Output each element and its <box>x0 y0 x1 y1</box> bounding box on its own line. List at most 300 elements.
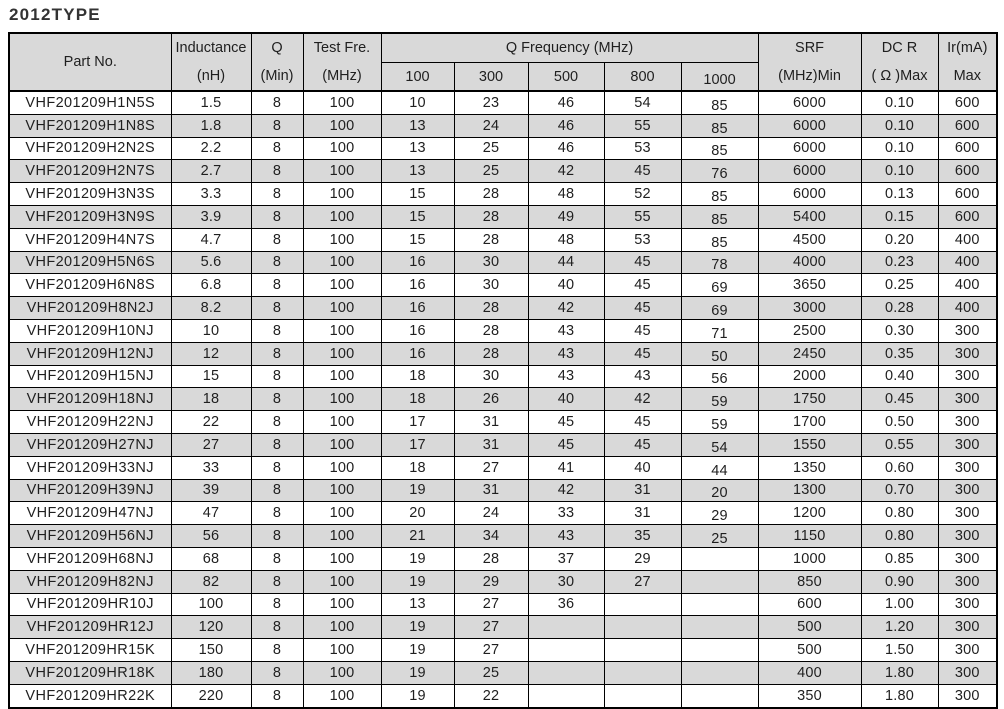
value-cell: 0.80 <box>861 525 938 548</box>
value-cell: 8.2 <box>171 297 251 320</box>
value-cell: 500 <box>758 639 861 662</box>
value-cell: 0.70 <box>861 479 938 502</box>
value-cell: 48 <box>528 183 604 206</box>
value-cell: 0.50 <box>861 411 938 434</box>
value-cell: 40 <box>604 456 681 479</box>
value-cell: 54 <box>604 91 681 114</box>
value-cell: 30 <box>528 570 604 593</box>
value-cell: 56 <box>681 365 758 388</box>
value-cell: 53 <box>604 137 681 160</box>
table-row <box>9 684 997 707</box>
value-cell: 15 <box>381 205 454 228</box>
value-cell: 28 <box>454 297 528 320</box>
value-cell: 4000 <box>758 251 861 274</box>
value-cell: 30 <box>454 274 528 297</box>
value-cell: 8 <box>251 433 303 456</box>
value-cell <box>528 639 604 662</box>
part-no-cell: VHF201209H27NJ <box>9 433 171 456</box>
value-cell: 55 <box>604 205 681 228</box>
value-cell: 300 <box>938 547 997 570</box>
value-cell: 8 <box>251 160 303 183</box>
spec-table <box>8 32 998 709</box>
value-cell: 13 <box>381 160 454 183</box>
col-header-inductance: Inductance (nH) <box>171 33 251 91</box>
value-cell: 100 <box>303 639 381 662</box>
value-cell: 24 <box>454 114 528 137</box>
value-cell: 31 <box>454 411 528 434</box>
value-cell: 0.25 <box>861 274 938 297</box>
value-cell: 1.80 <box>861 661 938 684</box>
value-cell: 100 <box>303 342 381 365</box>
value-cell: 6000 <box>758 183 861 206</box>
col-header-q-min: Q (Min) <box>251 33 303 91</box>
value-cell <box>604 661 681 684</box>
value-cell: 29 <box>681 502 758 525</box>
value-cell: 100 <box>303 433 381 456</box>
table-row <box>9 456 997 479</box>
table-row <box>9 319 997 342</box>
table-row <box>9 661 997 684</box>
table-row <box>9 433 997 456</box>
value-cell: 13 <box>381 593 454 616</box>
value-cell: 300 <box>938 433 997 456</box>
value-cell: 17 <box>381 433 454 456</box>
value-cell: 0.10 <box>861 114 938 137</box>
value-cell: 25 <box>454 160 528 183</box>
value-cell: 8 <box>251 274 303 297</box>
value-cell: 8 <box>251 228 303 251</box>
value-cell: 40 <box>528 274 604 297</box>
value-cell: 31 <box>454 479 528 502</box>
value-cell: 0.60 <box>861 456 938 479</box>
col-header-freq-100: 100 <box>381 63 454 92</box>
value-cell <box>604 593 681 616</box>
value-cell: 18 <box>381 456 454 479</box>
table-row <box>9 297 997 320</box>
value-cell: 400 <box>938 251 997 274</box>
value-cell: 18 <box>381 388 454 411</box>
value-cell: 180 <box>171 661 251 684</box>
col-header-freq-300: 300 <box>454 63 528 92</box>
table-row <box>9 502 997 525</box>
col-header-test-frequency: Test Fre. (MHz) <box>303 33 381 91</box>
value-cell: 4.7 <box>171 228 251 251</box>
value-cell: 100 <box>303 183 381 206</box>
col-header-q-frequency-group: Q Frequency (MHz) <box>381 33 758 63</box>
value-cell: 1200 <box>758 502 861 525</box>
value-cell: 400 <box>938 228 997 251</box>
value-cell: 8 <box>251 183 303 206</box>
value-cell: 50 <box>681 342 758 365</box>
value-cell: 300 <box>938 411 997 434</box>
value-cell <box>681 570 758 593</box>
value-cell: 19 <box>381 479 454 502</box>
value-cell: 100 <box>303 661 381 684</box>
part-no-cell: VHF201209H3N9S <box>9 205 171 228</box>
table-row <box>9 160 997 183</box>
value-cell: 100 <box>303 297 381 320</box>
value-cell: 85 <box>681 137 758 160</box>
value-cell: 3.3 <box>171 183 251 206</box>
value-cell: 600 <box>938 114 997 137</box>
table-row <box>9 114 997 137</box>
value-cell <box>528 684 604 707</box>
value-cell: 120 <box>171 616 251 639</box>
value-cell: 19 <box>381 639 454 662</box>
value-cell: 44 <box>528 251 604 274</box>
value-cell: 46 <box>528 114 604 137</box>
table-row <box>9 228 997 251</box>
value-cell: 68 <box>171 547 251 570</box>
value-cell: 300 <box>938 616 997 639</box>
value-cell: 23 <box>454 91 528 114</box>
value-cell: 100 <box>303 570 381 593</box>
value-cell: 400 <box>938 274 997 297</box>
spec-table-body <box>9 91 997 708</box>
value-cell: 300 <box>938 661 997 684</box>
value-cell: 300 <box>938 502 997 525</box>
value-cell: 8 <box>251 593 303 616</box>
value-cell: 0.80 <box>861 502 938 525</box>
value-cell <box>604 639 681 662</box>
table-row <box>9 365 997 388</box>
value-cell: 43 <box>528 342 604 365</box>
value-cell: 35 <box>604 525 681 548</box>
value-cell: 56 <box>171 525 251 548</box>
value-cell: 28 <box>454 228 528 251</box>
value-cell: 1700 <box>758 411 861 434</box>
value-cell: 44 <box>681 456 758 479</box>
value-cell: 13 <box>381 137 454 160</box>
value-cell <box>681 684 758 707</box>
value-cell: 100 <box>303 91 381 114</box>
value-cell: 27 <box>604 570 681 593</box>
value-cell: 5.6 <box>171 251 251 274</box>
value-cell: 53 <box>604 228 681 251</box>
value-cell: 27 <box>454 639 528 662</box>
value-cell: 19 <box>381 684 454 707</box>
value-cell: 300 <box>938 639 997 662</box>
value-cell: 85 <box>681 91 758 114</box>
value-cell: 76 <box>681 160 758 183</box>
value-cell: 2500 <box>758 319 861 342</box>
value-cell: 500 <box>758 616 861 639</box>
part-no-cell: VHF201209H10NJ <box>9 319 171 342</box>
value-cell: 45 <box>604 160 681 183</box>
value-cell: 25 <box>454 661 528 684</box>
value-cell: 46 <box>528 91 604 114</box>
part-no-cell: VHF201209H47NJ <box>9 502 171 525</box>
value-cell: 43 <box>528 365 604 388</box>
value-cell: 19 <box>381 661 454 684</box>
value-cell: 100 <box>303 160 381 183</box>
value-cell: 100 <box>303 274 381 297</box>
value-cell: 100 <box>303 479 381 502</box>
part-no-cell: VHF201209H33NJ <box>9 456 171 479</box>
value-cell: 100 <box>303 205 381 228</box>
value-cell: 100 <box>303 411 381 434</box>
table-row <box>9 547 997 570</box>
table-row <box>9 274 997 297</box>
value-cell: 0.13 <box>861 183 938 206</box>
value-cell: 400 <box>758 661 861 684</box>
table-row <box>9 183 997 206</box>
value-cell: 46 <box>528 137 604 160</box>
table-row <box>9 91 997 114</box>
value-cell: 42 <box>528 297 604 320</box>
value-cell: 1000 <box>758 547 861 570</box>
value-cell: 45 <box>604 319 681 342</box>
value-cell <box>604 616 681 639</box>
part-no-cell: VHF201209H8N2J <box>9 297 171 320</box>
value-cell: 3650 <box>758 274 861 297</box>
part-no-cell: VHF201209H2N7S <box>9 160 171 183</box>
value-cell: 42 <box>528 160 604 183</box>
table-row <box>9 616 997 639</box>
value-cell: 8 <box>251 525 303 548</box>
value-cell: 1.80 <box>861 684 938 707</box>
value-cell: 150 <box>171 639 251 662</box>
value-cell: 8 <box>251 205 303 228</box>
value-cell: 220 <box>171 684 251 707</box>
value-cell: 0.10 <box>861 160 938 183</box>
value-cell: 48 <box>528 228 604 251</box>
value-cell: 27 <box>454 593 528 616</box>
value-cell: 600 <box>938 205 997 228</box>
value-cell: 300 <box>938 684 997 707</box>
value-cell: 100 <box>303 684 381 707</box>
value-cell: 600 <box>758 593 861 616</box>
value-cell: 31 <box>604 479 681 502</box>
part-no-cell: VHF201209H3N3S <box>9 183 171 206</box>
value-cell: 100 <box>303 547 381 570</box>
value-cell: 0.23 <box>861 251 938 274</box>
table-row <box>9 479 997 502</box>
value-cell: 15 <box>381 228 454 251</box>
value-cell <box>681 616 758 639</box>
value-cell: 6.8 <box>171 274 251 297</box>
table-row <box>9 251 997 274</box>
value-cell: 16 <box>381 297 454 320</box>
value-cell: 0.40 <box>861 365 938 388</box>
value-cell <box>528 661 604 684</box>
value-cell: 1150 <box>758 525 861 548</box>
value-cell: 69 <box>681 274 758 297</box>
value-cell: 0.90 <box>861 570 938 593</box>
value-cell: 8 <box>251 91 303 114</box>
value-cell: 8 <box>251 342 303 365</box>
value-cell: 43 <box>528 525 604 548</box>
value-cell: 69 <box>681 297 758 320</box>
value-cell: 300 <box>938 342 997 365</box>
part-no-cell: VHF201209H39NJ <box>9 479 171 502</box>
value-cell: 27 <box>171 433 251 456</box>
value-cell: 300 <box>938 388 997 411</box>
value-cell: 59 <box>681 388 758 411</box>
value-cell: 1.8 <box>171 114 251 137</box>
value-cell: 43 <box>604 365 681 388</box>
value-cell: 12 <box>171 342 251 365</box>
value-cell: 36 <box>528 593 604 616</box>
value-cell: 45 <box>604 274 681 297</box>
value-cell: 16 <box>381 274 454 297</box>
value-cell: 28 <box>454 183 528 206</box>
value-cell: 18 <box>171 388 251 411</box>
value-cell: 49 <box>528 205 604 228</box>
value-cell: 100 <box>171 593 251 616</box>
value-cell: 8 <box>251 502 303 525</box>
value-cell: 19 <box>381 616 454 639</box>
value-cell: 1350 <box>758 456 861 479</box>
table-row <box>9 342 997 365</box>
value-cell: 37 <box>528 547 604 570</box>
value-cell: 8 <box>251 297 303 320</box>
part-no-label: Part No. <box>63 54 117 70</box>
value-cell: 30 <box>454 365 528 388</box>
value-cell: 15 <box>171 365 251 388</box>
table-header <box>9 33 997 91</box>
value-cell: 22 <box>454 684 528 707</box>
value-cell: 300 <box>938 319 997 342</box>
value-cell: 0.15 <box>861 205 938 228</box>
table-row <box>9 639 997 662</box>
value-cell: 600 <box>938 137 997 160</box>
value-cell: 0.30 <box>861 319 938 342</box>
value-cell: 8 <box>251 570 303 593</box>
part-no-cell: VHF201209H12NJ <box>9 342 171 365</box>
part-no-cell: VHF201209H68NJ <box>9 547 171 570</box>
value-cell: 1.20 <box>861 616 938 639</box>
value-cell: 15 <box>381 183 454 206</box>
value-cell: 8 <box>251 684 303 707</box>
value-cell: 10 <box>171 319 251 342</box>
table-row <box>9 593 997 616</box>
part-no-cell: VHF201209H5N6S <box>9 251 171 274</box>
value-cell: 45 <box>604 342 681 365</box>
value-cell: 0.28 <box>861 297 938 320</box>
value-cell: 100 <box>303 593 381 616</box>
value-cell: 41 <box>528 456 604 479</box>
value-cell: 33 <box>171 456 251 479</box>
value-cell: 85 <box>681 183 758 206</box>
value-cell: 1.5 <box>171 91 251 114</box>
value-cell: 43 <box>528 319 604 342</box>
value-cell: 6000 <box>758 114 861 137</box>
value-cell: 8 <box>251 251 303 274</box>
col-header-dcr: DC R ( Ω )Max <box>861 33 938 91</box>
value-cell: 1550 <box>758 433 861 456</box>
part-no-cell: VHF201209H4N7S <box>9 228 171 251</box>
value-cell: 0.85 <box>861 547 938 570</box>
value-cell: 10 <box>381 91 454 114</box>
value-cell: 42 <box>604 388 681 411</box>
value-cell: 29 <box>454 570 528 593</box>
value-cell: 39 <box>171 479 251 502</box>
value-cell: 8 <box>251 547 303 570</box>
value-cell: 100 <box>303 616 381 639</box>
value-cell: 33 <box>528 502 604 525</box>
value-cell: 350 <box>758 684 861 707</box>
value-cell: 4500 <box>758 228 861 251</box>
value-cell: 3.9 <box>171 205 251 228</box>
value-cell <box>681 639 758 662</box>
header-row-top <box>9 33 997 63</box>
value-cell: 8 <box>251 114 303 137</box>
value-cell: 0.35 <box>861 342 938 365</box>
value-cell: 31 <box>604 502 681 525</box>
value-cell: 3000 <box>758 297 861 320</box>
part-no-cell: VHF201209H1N8S <box>9 114 171 137</box>
value-cell: 45 <box>604 251 681 274</box>
value-cell: 1.00 <box>861 593 938 616</box>
part-no-cell: VHF201209HR22K <box>9 684 171 707</box>
part-no-cell: VHF201209HR18K <box>9 661 171 684</box>
value-cell: 300 <box>938 456 997 479</box>
part-no-cell: VHF201209H6N8S <box>9 274 171 297</box>
value-cell: 85 <box>681 205 758 228</box>
value-cell: 850 <box>758 570 861 593</box>
value-cell: 78 <box>681 251 758 274</box>
table-row <box>9 411 997 434</box>
value-cell: 13 <box>381 114 454 137</box>
value-cell <box>604 684 681 707</box>
value-cell: 22 <box>171 411 251 434</box>
table-row <box>9 137 997 160</box>
value-cell: 19 <box>381 570 454 593</box>
value-cell: 26 <box>454 388 528 411</box>
value-cell: 8 <box>251 137 303 160</box>
value-cell: 100 <box>303 388 381 411</box>
value-cell: 28 <box>454 319 528 342</box>
value-cell: 300 <box>938 479 997 502</box>
value-cell: 0.10 <box>861 137 938 160</box>
value-cell: 52 <box>604 183 681 206</box>
value-cell: 300 <box>938 525 997 548</box>
value-cell: 45 <box>604 433 681 456</box>
table-row <box>9 205 997 228</box>
value-cell: 300 <box>938 593 997 616</box>
part-no-cell: VHF201209H1N5S <box>9 91 171 114</box>
value-cell: 27 <box>454 616 528 639</box>
value-cell: 1750 <box>758 388 861 411</box>
value-cell: 24 <box>454 502 528 525</box>
value-cell: 16 <box>381 342 454 365</box>
col-header-part-no <box>9 33 171 91</box>
part-no-cell: VHF201209H18NJ <box>9 388 171 411</box>
value-cell: 100 <box>303 456 381 479</box>
value-cell: 40 <box>528 388 604 411</box>
value-cell: 0.20 <box>861 228 938 251</box>
value-cell: 17 <box>381 411 454 434</box>
col-header-freq-800: 800 <box>604 63 681 92</box>
col-header-ir: Ir(mA) Max <box>938 33 997 91</box>
value-cell: 2450 <box>758 342 861 365</box>
value-cell: 2000 <box>758 365 861 388</box>
value-cell: 21 <box>381 525 454 548</box>
value-cell: 8 <box>251 616 303 639</box>
part-no-cell: VHF201209HR12J <box>9 616 171 639</box>
value-cell: 100 <box>303 525 381 548</box>
table-row <box>9 570 997 593</box>
value-cell: 600 <box>938 160 997 183</box>
value-cell: 8 <box>251 411 303 434</box>
value-cell: 100 <box>303 251 381 274</box>
value-cell: 5400 <box>758 205 861 228</box>
value-cell: 8 <box>251 661 303 684</box>
value-cell: 8 <box>251 456 303 479</box>
value-cell: 8 <box>251 479 303 502</box>
table-row <box>9 388 997 411</box>
